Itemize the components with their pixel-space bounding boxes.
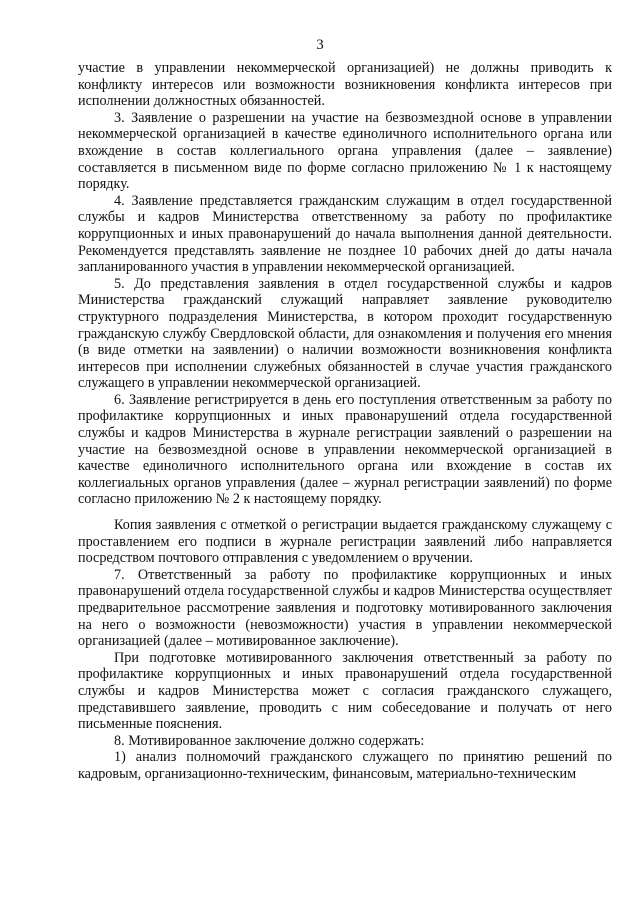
paragraph-item-5: 5. До представления заявления в отдел государственной службы и кадров Министерства гражданский служащий направляет заявление руководителю структурного подразделения Министерства, в котором проходит государственную гражданскую службу Свердловской области, для ознакомления и получения его мнения (в виде отметки на заявлении) о наличии возможности возникновения конфликта интересов при исполнении служебных обязанностей в случае участия гражданского служащего в управлении некоммерческой организацией. (78, 275, 612, 392)
paragraph-subitem-1: 1) анализ полномочий гражданского служащего по принятию решений по кадровым, организационно-техническим, финансовым, материально-техническим (78, 749, 612, 782)
paragraph-item-6: 6. Заявление регистрируется в день его поступления ответственным за работу по профилактике коррупционных и иных правонарушений отдела государственной службы и кадров Министерства в журнале регистрации заявлений о разрешении на участие на безвозмездной основе в управлении некоммерческой организацией в качестве единоличного исполнительного органа или вхождение в состав их коллегиальных органов управления (далее – журнал регистрации заявлений) по форме согласно приложению № 2 к настоящему порядку. (78, 391, 612, 508)
page-number: 3 (316, 37, 324, 53)
paragraph-item-4: 4. Заявление представляется гражданским служащим в отдел государственной службы и кадров Министерства ответственному за работу по профилактике коррупционных и иных правонарушений до начала выполнения данной деятельности. Рекомендуется представлять заявление не позднее 10 рабочих дней до даты начала запланированного участия в управлении некоммерческой организацией. (78, 192, 612, 276)
paragraph-item-3: 3. Заявление о разрешении на участие на безвозмездной основе в управлении некоммерческой организацией в качестве единоличного исполнительного органа или вхождение в состав коллегиального органа управления (далее – заявление) составляется в письменном виде по форме согласно приложению № 1 к настоящему порядку. (78, 109, 612, 193)
paragraph-item-8: 8. Мотивированное заключение должно содержать: (114, 732, 425, 749)
paragraph-item-7: 7. Ответственный за работу по профилактике коррупционных и иных правонарушений отдела государственной службы и кадров Министерства осуществляет предварительное рассмотрение заявления и подготовку мотивированного заключения на него о возможности (невозможности) участия в управлении некоммерческой организацией (далее – мотивированное заключение). (78, 566, 612, 650)
document-body (78, 60, 612, 783)
paragraph-item-7-detail: При подготовке мотивированного заключения ответственный за работу по профилактике коррупционных и иных правонарушений отдела государственной службы и кадров Министерства может с согласия гражданского служащего, представившего заявление, проводить с ним собеседование и получать от него письменные пояснения. (78, 649, 612, 733)
paragraph-continuation: участие в управлении некоммерческой организацией) не должны приводить к конфликту интересов или возможности возникновения конфликта интересов при исполнении должностных обязанностей. (78, 60, 612, 110)
paragraph-copy-note: Копия заявления с отметкой о регистрации выдается гражданскому служащему с проставлением его подписи в журнале регистрации заявлений либо направляется посредством почтового отправления с уведомлением о вручении. (78, 517, 612, 567)
